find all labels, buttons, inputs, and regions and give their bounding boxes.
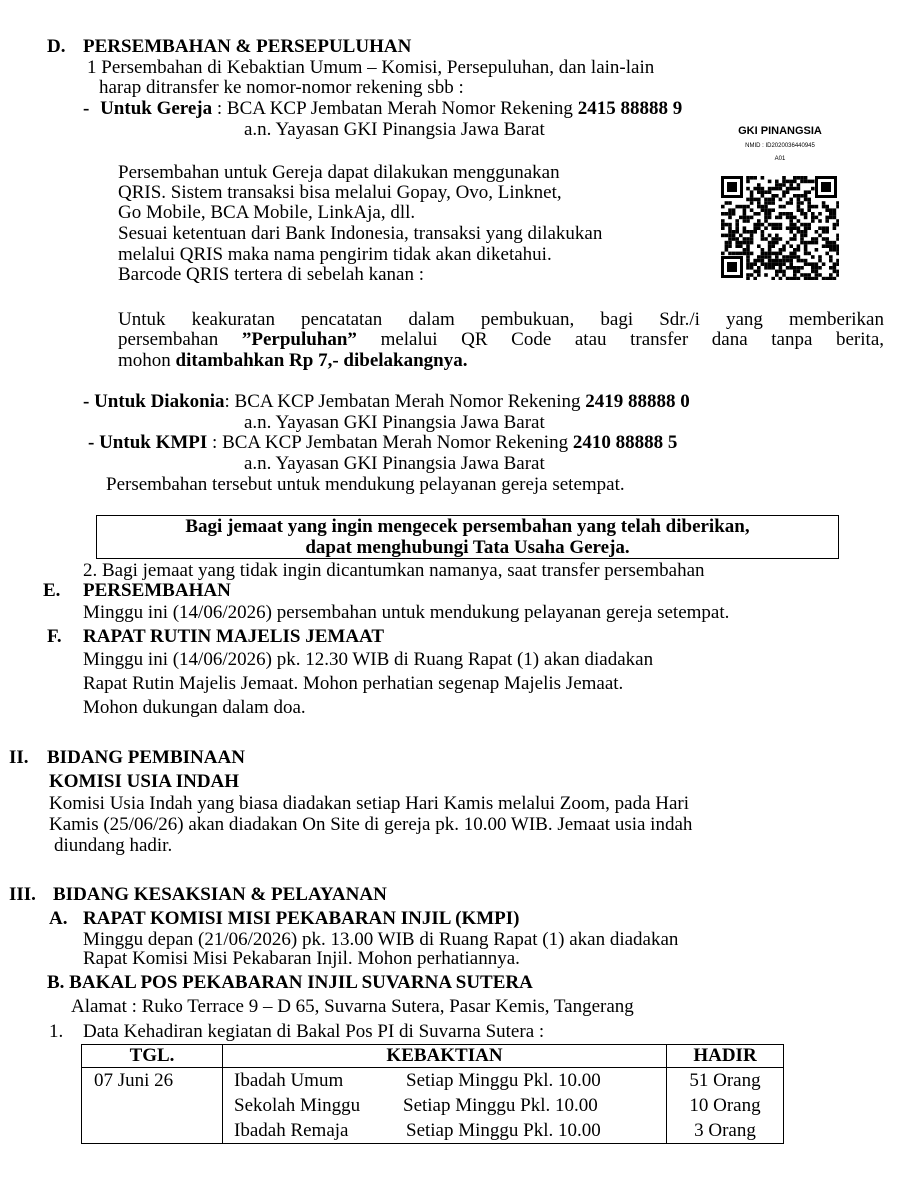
service-schedule: Setiap Minggu Pkl. 10.00 (403, 1095, 598, 1116)
section-ii-line: diundang hadir. (54, 835, 173, 856)
section-iii-a-title: RAPAT KOMISI MISI PEKABARAN INJIL (KMPI) (83, 908, 520, 929)
section-iii-numeral: III. (9, 884, 36, 905)
header-service: KEBAKTIAN (223, 1045, 667, 1068)
qris-text-line: Persembahan untuk Gereja dapat dilakukan menggunakan (118, 162, 560, 183)
qr-code-image (719, 174, 839, 280)
kmpi-account-number: 2410 88888 5 (572, 432, 678, 453)
service-cell (223, 1068, 667, 1144)
section-e-title: PERSEMBAHAN (83, 580, 231, 601)
section-f-title: RAPAT RUTIN MAJELIS JEMAAT (83, 626, 385, 647)
section-d-title: PERSEMBAHAN & PERSEPULUHAN (83, 36, 412, 57)
accuracy-perpuluhan: ”Perpuluhan” (241, 329, 357, 350)
notice-line1: Bagi jemaat yang ingin mengecek persembahan yang telah diberikan, (185, 516, 750, 537)
header-count: HADIR (667, 1045, 784, 1068)
section-ii-title: BIDANG PEMBINAAN (47, 747, 245, 768)
section-iii-a-letter: A. (49, 908, 68, 929)
qris-block (716, 122, 844, 282)
diakonia-account-holder: a.n. Yayasan GKI Pinangsia Jawa Barat (244, 412, 545, 433)
offering-support-line: Persembahan tersebut untuk mendukung pelayanan gereja setempat. (106, 474, 625, 495)
section-d-intro-line2: harap ditransfer ke nomor-nomor rekening sbb : (99, 77, 464, 98)
section-iii-b-title: B. BAKAL POS PEKABARAN INJIL SUVARNA SUTERA (47, 972, 533, 993)
table-row (82, 1068, 784, 1144)
gereja-label: Untuk Gereja (100, 98, 213, 119)
section-iii-a-line: Minggu depan (21/06/2026) pk. 13.00 WIB di Ruang Rapat (1) akan diadakan (83, 929, 679, 950)
qris-text-line: QRIS. Sistem transaksi bisa melalui Gopay, Ovo, Linknet, (118, 182, 562, 203)
section-f-letter: F. (47, 626, 62, 647)
gereja-bank-text: : BCA KCP Jembatan Merah Nomor Rekening (212, 98, 578, 119)
section-f-line: Minggu ini (14/06/2026) pk. 12.30 WIB di Ruang Rapat (1) akan diadakan (83, 649, 654, 670)
date-cell (82, 1068, 223, 1144)
qris-text-line: Go Mobile, BCA Mobile, LinkAja, dll. (118, 202, 416, 223)
qris-text-line: Sesuai ketentuan dari Bank Indonesia, transaksi yang dilakukan (118, 223, 603, 244)
service-schedule: Setiap Minggu Pkl. 10.00 (406, 1070, 601, 1091)
diakonia-label: - Untuk Diakonia (83, 391, 225, 412)
attendance-count: 3 Orang (694, 1120, 756, 1141)
attendance-table (81, 1044, 784, 1144)
attendance-count: 51 Orang (689, 1070, 761, 1091)
accuracy-line2 (118, 329, 884, 350)
diakonia-account-number: 2419 88888 0 (585, 391, 690, 412)
kmpi-label: - Untuk KMPI (88, 432, 208, 453)
check-offering-notice-box (96, 515, 839, 559)
service-row (223, 1118, 666, 1143)
header-date: TGL. (82, 1045, 223, 1068)
attendance-count: 10 Orang (689, 1095, 761, 1116)
section-e-text: Minggu ini (14/06/2026) persembahan untuk mendukung pelayanan gereja setempat. (83, 602, 730, 623)
anonymous-transfer-note: 2. Bagi jemaat yang tidak ingin dicantumkan namanya, saat transfer persembahan (83, 560, 705, 581)
section-f-line: Rapat Rutin Majelis Jemaat. Mohon perhatian segenap Majelis Jemaat. (83, 673, 624, 694)
diakonia-account-line (83, 391, 690, 412)
accuracy-line1: Untuk keakuratan pencatatan dalam pembukuan, bagi Sdr./i yang memberikan (118, 309, 884, 330)
kmpi-account-holder: a.n. Yayasan GKI Pinangsia Jawa Barat (244, 453, 545, 474)
service-row (223, 1068, 666, 1093)
accuracy-line3-pre: mohon (118, 350, 176, 371)
section-iii-item1-number: 1. (49, 1021, 64, 1042)
qris-nmid: NMID : ID2020036440945 (745, 143, 815, 149)
kmpi-bank-text: : BCA KCP Jembatan Merah Nomor Rekening (207, 432, 573, 453)
section-ii-line: Kamis (25/06/26) akan diadakan On Site di gereja pk. 10.00 WIB. Jemaat usia indah (49, 814, 693, 835)
section-f-line: Mohon dukungan dalam doa. (83, 697, 306, 718)
section-iii-b-address: Alamat : Ruko Terrace 9 – D 65, Suvarna Sutera, Pasar Kemis, Tangerang (71, 996, 634, 1017)
accuracy-line2-pre: persembahan (118, 329, 242, 350)
notice-line2: dapat menghubungi Tata Usaha Gereja. (305, 537, 630, 558)
section-e-letter: E. (43, 580, 61, 601)
section-ii-line: Komisi Usia Indah yang biasa diadakan setiap Hari Kamis melalui Zoom, pada Hari (49, 793, 690, 814)
section-d-intro-line1: 1 Persembahan di Kebaktian Umum – Komisi, Persepuluhan, dan lain-lain (87, 57, 655, 78)
gereja-account-line (83, 98, 682, 119)
service-name: Sekolah Minggu (234, 1095, 361, 1116)
section-iii-title: BIDANG KESAKSIAN & PELAYANAN (53, 884, 387, 905)
accuracy-line3 (118, 350, 468, 371)
attendance-header-row (82, 1045, 784, 1068)
gereja-prefix: - (83, 98, 95, 119)
section-ii-subtitle: KOMISI USIA INDAH (49, 771, 240, 792)
gereja-account-number: 2415 88888 9 (577, 98, 683, 119)
attendance-date: 07 Juni 26 (94, 1070, 174, 1091)
service-schedule: Setiap Minggu Pkl. 10.00 (406, 1120, 601, 1141)
diakonia-bank-text: : BCA KCP Jembatan Merah Nomor Rekening (224, 391, 586, 412)
section-d-letter: D. (47, 36, 66, 57)
service-row (223, 1093, 666, 1118)
gereja-account-holder: a.n. Yayasan GKI Pinangsia Jawa Barat (244, 119, 545, 140)
qris-terminal-code: A01 (774, 156, 786, 162)
service-name: Ibadah Remaja (234, 1120, 349, 1141)
kmpi-account-line (88, 432, 677, 453)
count-cell (667, 1068, 784, 1144)
qris-text-line: melalui QRIS maka nama pengirim tidak akan diketahui. (118, 244, 552, 265)
accuracy-add-amount: ditambahkan Rp 7,- dibelakangnya. (175, 350, 468, 371)
section-ii-numeral: II. (9, 747, 29, 768)
section-iii-item1-text: Data Kehadiran kegiatan di Bakal Pos PI di Suvarna Sutera : (83, 1021, 545, 1042)
section-iii-a-line: Rapat Komisi Misi Pekabaran Injil. Mohon perhatiannya. (83, 948, 520, 969)
accuracy-line2-post: melalui QR Code atau transfer dana tanpa berita, (380, 329, 884, 350)
service-name: Ibadah Umum (234, 1070, 344, 1091)
qris-merchant-name: GKI PINANGSIA (738, 125, 822, 137)
qris-text-line: Barcode QRIS tertera di sebelah kanan : (118, 264, 424, 285)
